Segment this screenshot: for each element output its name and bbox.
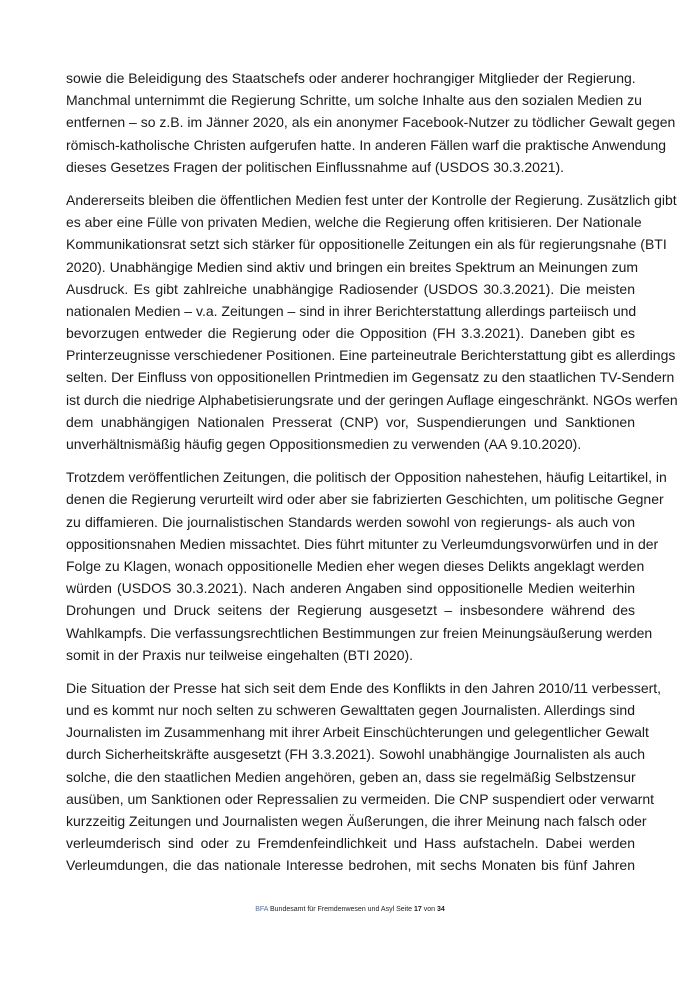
text-line: kurzzeitig Zeitungen und Journalisten wegen Äußerungen, die ihrer Meinung nach falsch oder	[66, 813, 647, 829]
text-line: Manchmal unternimmt die Regierung Schritte, um solche Inhalte aus den sozialen Medien zu	[66, 92, 642, 109]
text-line: Wahlkampfs. Die verfassungsrechtlichen Bestimmungen zur freien Meinungsäußerung werden	[66, 624, 653, 641]
text-line: Journalisten im Zusammenhang mit ihrer Arbeit Einschüchterungen und gelegentlicher Gewalt	[66, 724, 649, 741]
bfa-logo-text: BFA	[255, 906, 269, 913]
text-line: bevorzugen entweder die Regierung oder die Opposition (FH 3.3.2021). Daneben gibt es	[66, 325, 635, 342]
text-line: solche, die den staatlichen Medien angehören, geben an, dass sie regelmäßig Selbstzensur	[66, 768, 636, 785]
text-line: Die Situation der Presse hat sich seit dem Ende des Konflikts in den Jahren 2010/11 verbessert,	[66, 679, 662, 696]
text-line: zu diffamieren. Die journalistischen Standards werden sowohl von regierungs- als auch von	[66, 513, 635, 530]
text-line: Kommunikationsrat setzt sich stärker für oppositionelle Zeitungen ein als für regierungsnahe (BTI	[66, 236, 667, 253]
text-line: 2020). Unabhängige Medien sind aktiv und bringen ein breites Spektrum an Meinungen zum	[66, 258, 639, 275]
text-line: somit in der Praxis nur teilweise eingehalten (BTI 2020).	[66, 646, 414, 663]
footer-page-label: Seite	[396, 906, 413, 913]
footer-org: Bundesamt für Fremdenwesen und Asyl	[270, 906, 395, 913]
paragraph	[66, 67, 676, 178]
text-line: ist durch die niedrige Alphabetisierungsrate und der geringen Auflage eingeschränkt. NGOs werfen	[66, 391, 678, 408]
text-line: dem unabhängigen Nationalen Presserat (CNP) vor, Suspendierungen und Sanktionen	[66, 413, 635, 430]
text-line: sowie die Beleidigung des Staatschefs oder anderer hochrangiger Mitglieder der Regierung.	[66, 70, 636, 86]
paragraph	[66, 677, 662, 877]
text-line: verleumderisch sind oder zu Fremdenfeindlichkeit und Hass aufstacheln. Dabei werden	[66, 835, 635, 852]
text-line: Trotzdem veröffentlichen Zeitungen, die politisch der Opposition nahestehen, häufig Leitartikel, in	[66, 469, 667, 486]
text-line: römisch-katholische Christen aufgerufen hatte. In anderen Fällen warf die praktische Anwendung	[66, 136, 667, 153]
text-line: Drohungen und Druck seitens der Regierung ausgesetzt – insbesondere während des	[66, 602, 635, 619]
text-line: es aber eine Fülle von privaten Medien, welche die Regierung offen kritisieren. Der Nationale	[66, 214, 642, 231]
footer-page-total: 34	[437, 906, 445, 913]
paragraph	[66, 466, 667, 666]
text-line: durch Sicherheitskräfte ausgesetzt (FH 3.3.2021). Sowohl unabhängige Journalisten als auch	[66, 746, 646, 763]
text-line: Ausdruck. Es gibt zahlreiche unabhängige Radiosender (USDOS 30.3.2021). Die meisten	[66, 280, 635, 297]
document-body	[66, 67, 678, 888]
text-line: unverhältnismäßig häufig gegen Oppositionsmedien zu verwenden (AA 9.10.2020).	[66, 436, 582, 452]
footer-page-number: 17	[414, 906, 422, 913]
text-line: entfernen – so z.B. im Jänner 2020, als ein anonymer Facebook-Nutzer zu tödlicher Gewalt gegen	[66, 114, 676, 131]
text-line: nationalen Medien – v.a. Zeitungen – sind in ihrer Berichterstattung allerdings parteiisch und	[66, 302, 637, 319]
text-line: würden (USDOS 30.3.2021). Nach anderen Angaben sind oppositionelle Medien weiterhin	[66, 580, 635, 597]
text-line: und es kommt nur noch selten zu schweren Gewalttaten gegen Journalisten. Allerdings sind	[66, 702, 635, 719]
text-line: Verleumdungen, die das nationale Interesse bedrohen, mit sechs Monaten bis fünf Jahren	[66, 857, 635, 874]
text-line: Andererseits bleiben die öffentlichen Medien fest unter der Kontrolle der Regierung. Zusätzlich gibt	[66, 191, 677, 208]
text-line: Printerzeugnisse verschiedener Positionen. Eine parteineutrale Berichterstattung gibt es allerdings	[66, 347, 676, 364]
text-line: ausüben, um Sanktionen oder Repressalien zu vermeiden. Die CNP suspendiert oder verwarnt	[66, 790, 655, 807]
page-footer	[0, 906, 700, 913]
text-line: denen die Regierung verurteilt wird oder aber sie fabrizierten Geschichten, um politische Gegner	[66, 491, 664, 508]
text-line: selten. Der Einfluss von oppositionellen Printmedien im Gegensatz zu den staatlichen TV-Sendern	[66, 369, 675, 386]
text-line: oppositionsnahen Medien missachtet. Dies führt mitunter zu Verleumdungsvorwürfen und in der	[66, 535, 659, 552]
footer-of-label: von	[423, 906, 436, 913]
text-line: Folge zu Klagen, wonach oppositionelle Medien eher wegen dieses Delikts angeklagt werden	[66, 557, 645, 574]
text-line: dieses Gesetzes Fragen der politischen Einflussnahme auf (USDOS 30.3.2021).	[66, 158, 565, 175]
paragraph	[66, 189, 678, 455]
